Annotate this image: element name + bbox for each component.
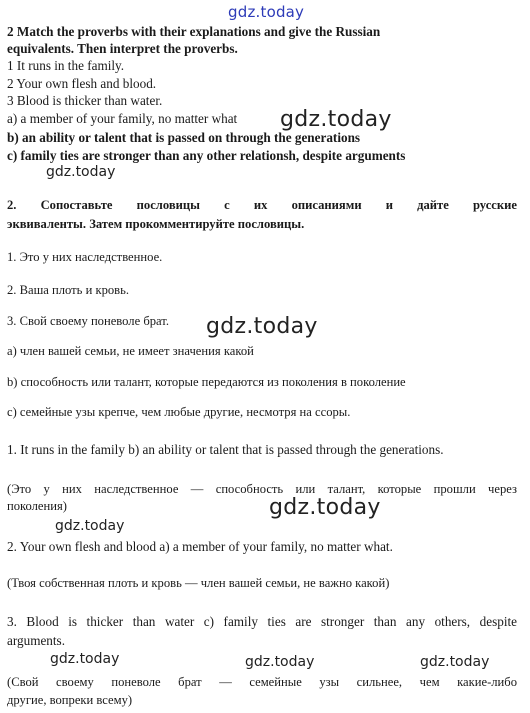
explanation-option: a) a member of your family, no matter what [7,111,238,126]
proverb-item: 3 Blood is thicker than water. [7,93,163,108]
explanation-option-ru: b) способность или талант, которые передаются из поколения в поколение [7,375,406,389]
task-heading: equivalents. Then interpret the proverbs. [7,41,238,56]
answer-line: (Это у них наследственное — способность или талант, которые прошли через [7,482,517,496]
explanation-option-ru: а) член вашей семьи, не имеет значения какой [7,344,254,358]
task-heading: 2 Match the proverbs with their explanations and give the Russian [7,24,381,39]
explanation-option: b) an ability or talent that is passed on through the generations [7,130,361,145]
watermark: gdz.today [50,651,120,667]
watermark-top: gdz.today [228,3,305,21]
answer-line: (Свой своему поневоле брат — семейные узы сильнее, чем какие-либо [7,675,517,689]
proverb-item-ru: 1. Это у них наследственное. [7,250,163,264]
proverb-item-ru: 3. Свой своему поневоле брат. [7,314,169,328]
answer-line: (Твоя собственная плоть и кровь — член вашей семьи, не важно какой) [7,576,390,590]
task-heading-ru: эквиваленты. Затем прокомментируйте пословицы. [7,217,305,231]
proverb-item: 1 It runs in the family. [7,58,125,73]
answer-line: 3. Blood is thicker than water c) family ties are stronger than any others, despite [7,614,517,629]
answer-line: 1. It runs in the family b) an ability or talent that is passed through the generations. [7,442,444,457]
watermark: gdz.today [46,164,116,180]
task-heading-ru: 2. Сопоставьте пословицы с их описаниями и дайте русские [7,198,517,212]
answer-line: поколения) [7,499,67,513]
proverb-item: 2 Your own flesh and blood. [7,76,157,91]
watermark: gdz.today [245,654,315,670]
answer-line: 2. Your own flesh and blood a) a member of your family, no matter what. [7,539,393,554]
answer-line: другие, вопреки всему) [7,693,133,707]
watermark: gdz.today [55,518,125,534]
explanation-option-ru: с) семейные узы крепче, чем любые другие, несмотря на ссоры. [7,405,351,419]
watermark: gdz.today [269,495,381,520]
watermark: gdz.today [206,314,318,339]
proverb-item-ru: 2. Ваша плоть и кровь. [7,283,130,297]
explanation-option: c) family ties are stronger than any other relationsh, despite arguments [7,148,406,163]
watermark: gdz.today [280,107,392,132]
answer-line: arguments. [7,633,65,648]
watermark: gdz.today [420,654,490,670]
